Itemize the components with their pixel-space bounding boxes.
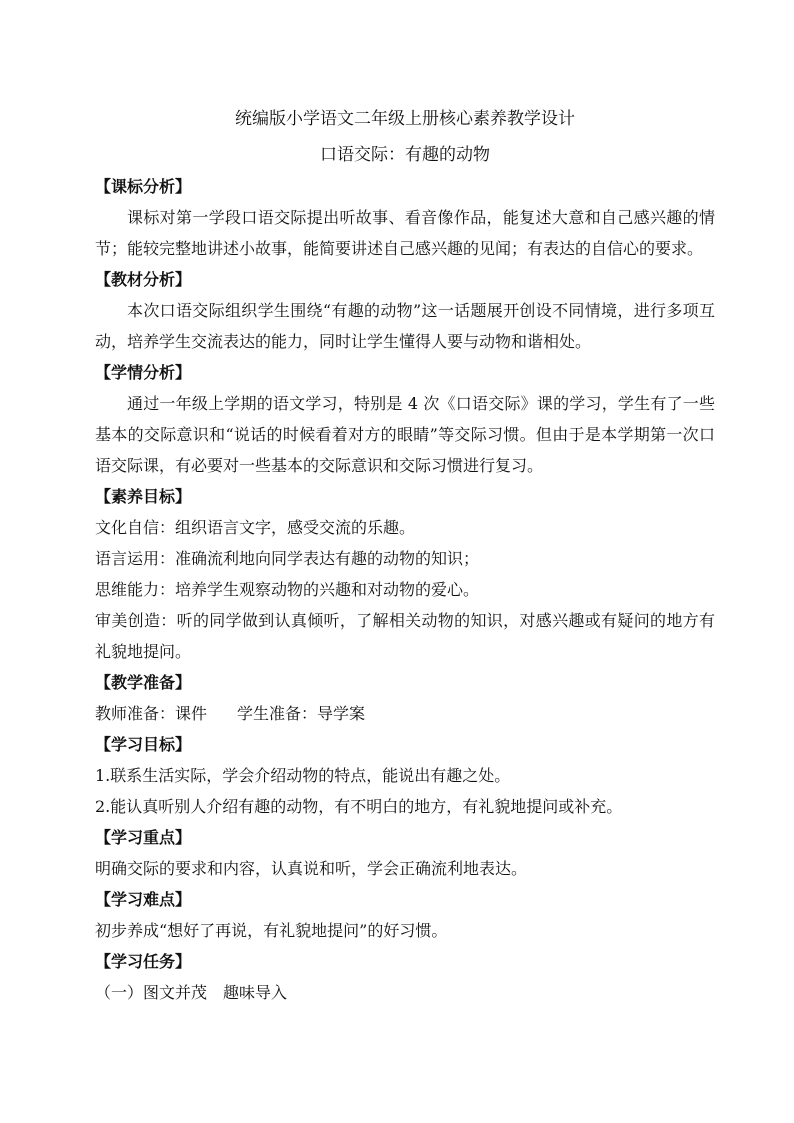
objective-item: 2.能认真听别人介绍有趣的动物，有不明白的地方，有礼貌地提问或补充。	[95, 797, 623, 816]
literacy-goal-item: 语言运用：准确流利地向同学表达有趣的动物的知识；	[95, 549, 480, 568]
document-content	[95, 104, 715, 1008]
section-heading-difficulties: 【学习难点】	[95, 890, 192, 909]
section-heading-key-points: 【学习重点】	[95, 828, 192, 847]
document-subtitle: 口语交际：有趣的动物	[320, 145, 490, 165]
section-heading-tasks: 【学习任务】	[95, 952, 192, 971]
section-heading-objectives: 【学习目标】	[95, 735, 192, 754]
section-heading-preparation: 【教学准备】	[95, 673, 192, 692]
teacher-preparation: 教师准备：课件	[95, 704, 208, 723]
curriculum-analysis-text: 课标对第一学段口语交际提出听故事、看音像作品，能复述大意和自己感兴趣的情节；能较完整地讲述小故事，能简要讲述自己感兴趣的见闻；有表达的自信心的要求。	[95, 208, 715, 258]
textbook-analysis-text: 本次口语交际组织学生围绕“有趣的动物”这一话题展开创设不同情境，进行多项互动，培养学生交流表达的能力，同时让学生懂得人要与动物和谐相处。	[95, 301, 715, 351]
section-heading-literacy: 【素养目标】	[95, 487, 192, 506]
learner-analysis-text: 通过一年级上学期的语文学习，特别是 4 次《口语交际》课的学习，学生有了一些基本的交际意识和“说话的时候看着对方的眼睛”等交际习惯。但由于是本学期第一次口语交际课，有必要对一些基本的交际意识和交际习惯进行复习。	[95, 394, 715, 475]
literacy-goal-item: 审美创造：听的同学做到认真倾听，了解相关动物的知识，对感兴趣或有疑问的地方有礼貌地提问。	[95, 611, 715, 661]
task-item: （一）图文并茂 趣味导入	[95, 983, 288, 1002]
literacy-goal-item: 文化自信：组织语言文字，感受交流的乐趣。	[95, 518, 416, 537]
section-heading-learners: 【学情分析】	[95, 363, 192, 382]
difficulties-text: 初步养成“想好了再说，有礼貌地提问”的好习惯。	[95, 921, 448, 940]
student-preparation: 学生准备：导学案	[237, 704, 366, 723]
objective-item: 1.联系生活实际，学会介绍动物的特点，能说出有趣之处。	[95, 766, 511, 785]
document-title: 统编版小学语文二年级上册核心素养教学设计	[235, 109, 575, 129]
section-heading-textbook: 【教材分析】	[95, 270, 192, 289]
literacy-goal-item: 思维能力：培养学生观察动物的兴趣和对动物的爱心。	[95, 580, 480, 599]
key-points-text: 明确交际的要求和内容，认真说和听，学会正确流利地表达。	[95, 859, 528, 878]
section-heading-curriculum: 【课标分析】	[95, 177, 192, 196]
preparation-line	[95, 698, 715, 729]
